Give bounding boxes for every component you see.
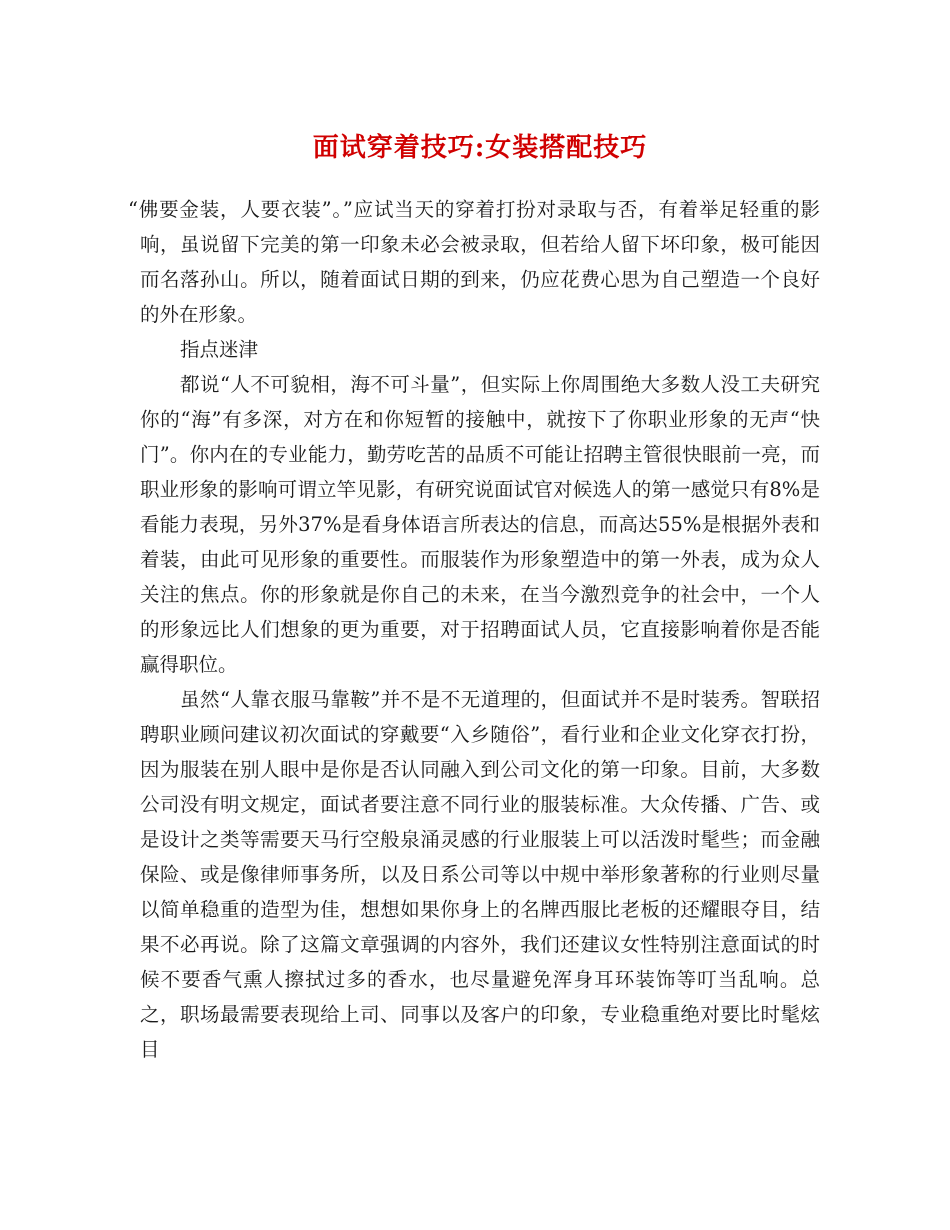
section-heading: 指点迷津	[180, 338, 259, 361]
document-title: 面试穿着技巧:女装搭配技巧	[312, 133, 648, 163]
body-paragraph: 虽然“人靠衣服马靠鞍”并不是不无道理的，但面试并不是时装秀。智联招聘职业顾问建议初次面试的穿戴要“入乡随俗”，看行业和企业文化穿衣打扮，因为服装在别人眼中是你是否认同融入到公司文化的第一印象。目前，大多数公司没有明文规定，面试者要注意不同行业的服装标准。大众传播、广告、或是设计之类等需要天马行空般泉涌灵感的行业服装上可以活泼时髦些；而金融保险、或是像律师事务所，以及日系公司等以中规中举形象著称的行业则尽量以简单稳重的造型为佳，想想如果你身上的名牌西服比老板的还耀眼夺目，结果不必再说。除了这篇文章强调的内容外，我们还建议女性特别注意面试的时候不要香气熏人擦拭过多的香水，也尽量避免浑身耳环装饰等叮当乱响。总之，职场最需要表现给上司、同事以及客户的印象，专业稳重绝对要比时髦炫目	[140, 688, 820, 1061]
document-page	[128, 126, 820, 1067]
intro-paragraph: “佛要金装，人要衣装”。”应试当天的穿着打扮对录取与否，有着举足轻重的影响，虽说留下完美的第一印象未必会被录取，但若给人留下坏印象，极可能因而名落孙山。所以，随着面试日期的到来，仍应花费心思为自己塑造一个良好的外在形象。	[128, 198, 820, 326]
body-paragraph: 都说“人不可貌相，海不可斗量”，但实际上你周围绝大多数人没工夫研究你的“海”有多深，对方在和你短暂的接触中，就按下了你职业形象的无声“快门”。你内在的专业能力，勤劳吃苦的品质不可能让招聘主管很快眼前一亮，而职业形象的影响可谓立竿见影，有研究说面试官对候选人的第一感觉只有8%是看能力表現，另外37%是看身体语言所表达的信息，而高达55%是根据外表和着装，由此可见形象的重要性。而服装作为形象塑造中的第一外表，成为众人关注的焦点。你的形象就是你自己的未来，在当今激烈竞争的社会中，一个人的形象远比人们想象的更为重要，对于招聘面试人员，它直接影响着你是否能赢得职位。	[140, 373, 820, 676]
